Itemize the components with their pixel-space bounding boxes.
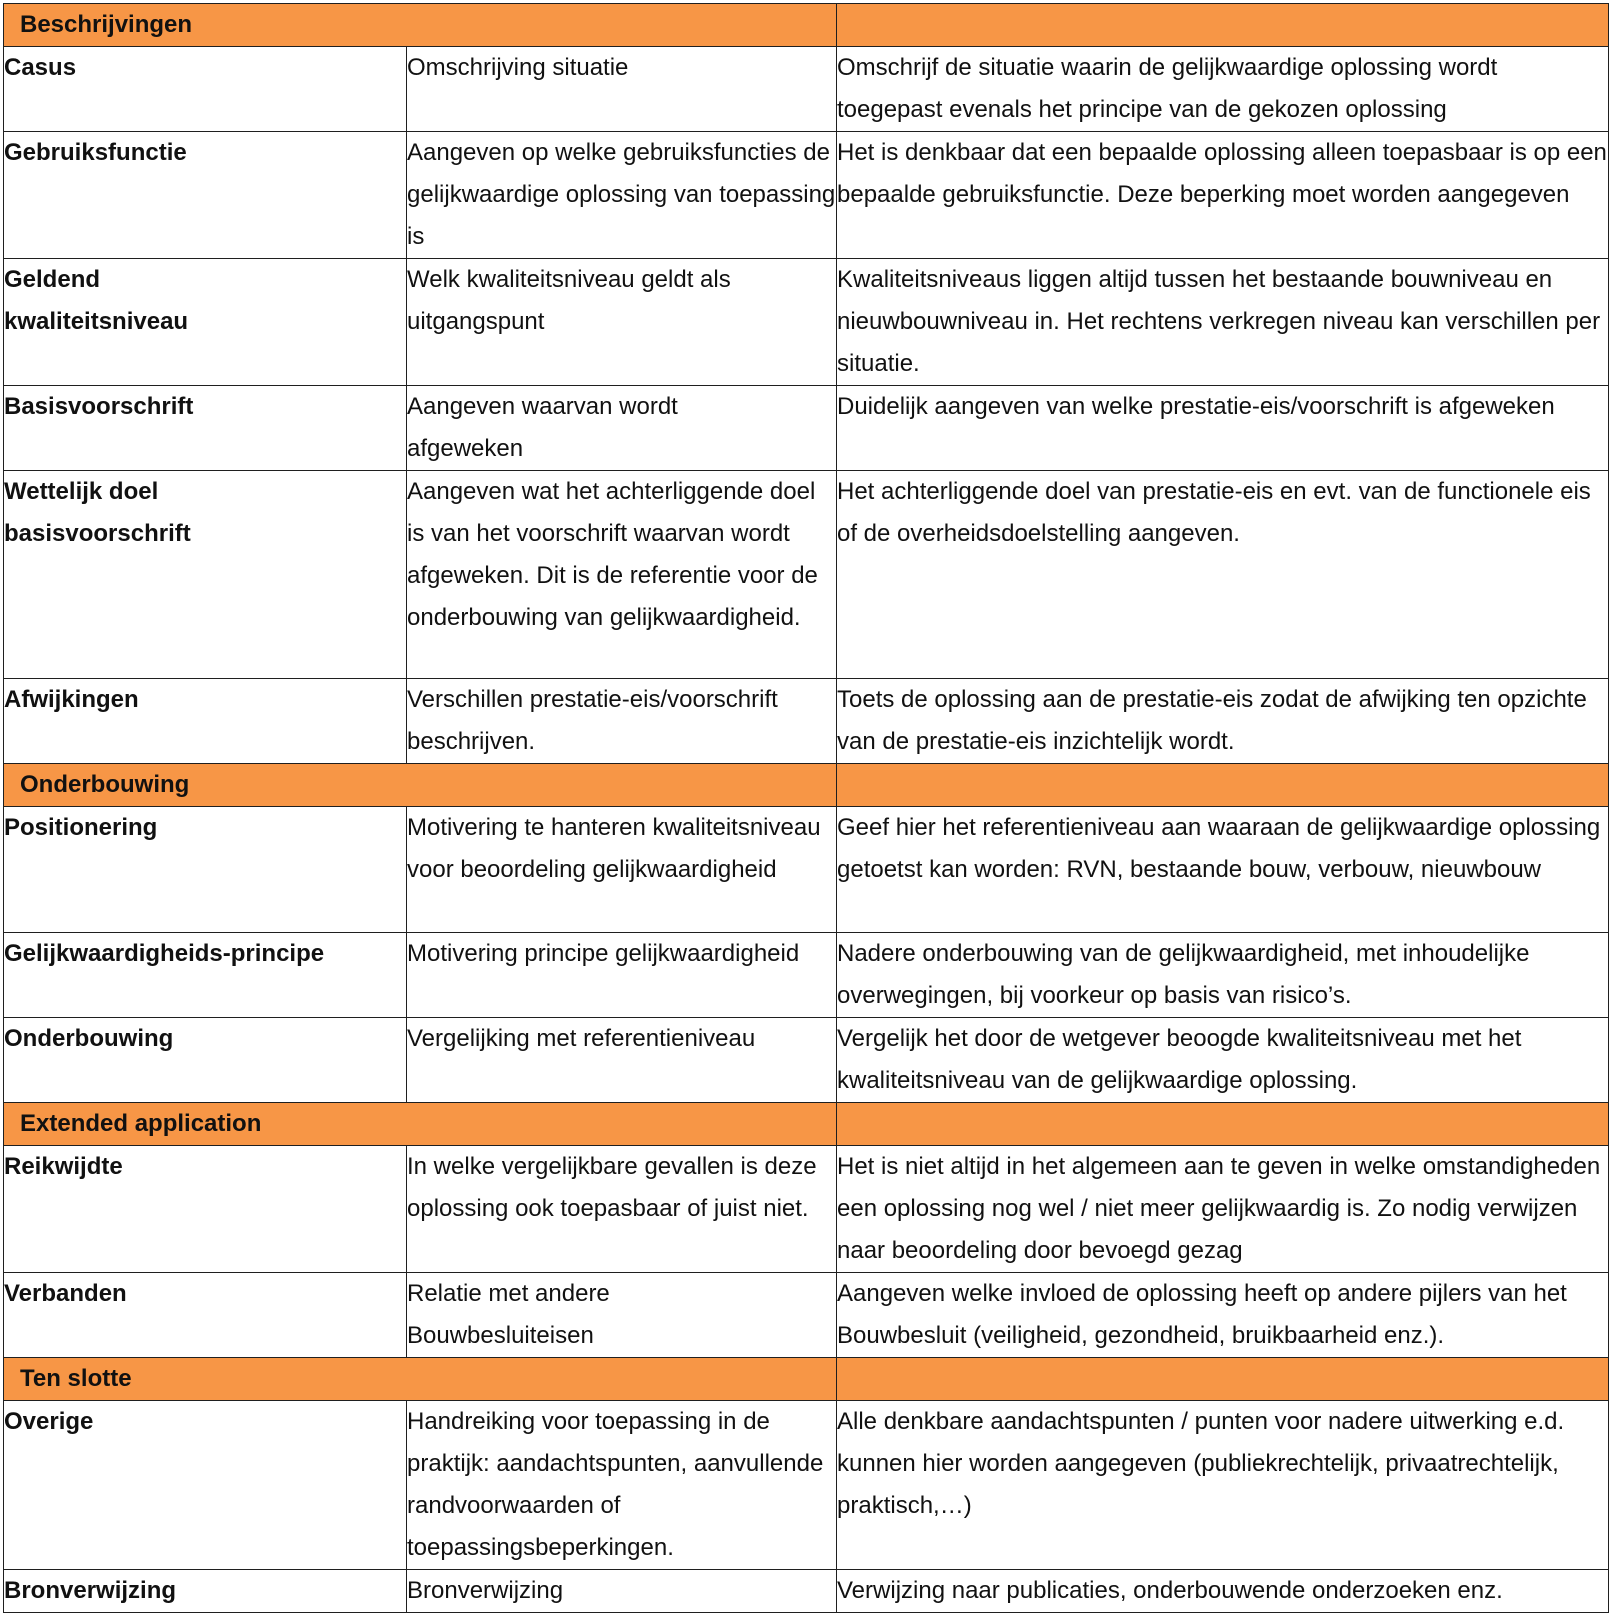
section-header-ten-slotte [4, 1358, 1609, 1401]
row-short-description: Motivering principe gelijkwaardigheid [407, 933, 837, 1018]
row-label: Afwijkingen [4, 679, 407, 764]
table-row [4, 1146, 1609, 1273]
row-explanation: Toets de oplossing aan de prestatie-eis zodat de afwijking ten opzichte van de prestatie-eis inzichtelijk wordt. [837, 679, 1609, 764]
table-row [4, 807, 1609, 933]
row-label: Positionering [4, 807, 407, 933]
section-header-extended-application [4, 1103, 1609, 1146]
row-explanation: Het is niet altijd in het algemeen aan te geven in welke omstandigheden een oplossing nog wel / niet meer gelijkwaardig is. Zo nodig verwijzen naar beoordeling door bevoegd gezag [837, 1146, 1609, 1273]
row-explanation: Alle denkbare aandachtspunten / punten voor nadere uitwerking e.d. kunnen hier worden aangegeven (publiekrechtelijk, privaatrechtelijk, praktisch,…) [837, 1401, 1609, 1570]
row-short-description: Relatie met andere Bouwbesluiteisen [407, 1273, 837, 1358]
table-row [4, 1570, 1609, 1613]
row-explanation: Het achterliggende doel van prestatie-eis en evt. van de functionele eis of de overheidsdoelstelling aangeven. [837, 471, 1609, 679]
row-short-description: Aangeven op welke gebruiksfuncties de gelijkwaardige oplossing van toepassing is [407, 132, 837, 259]
row-explanation: Het is denkbaar dat een bepaalde oplossing alleen toepasbaar is op een bepaalde gebruiksfunctie. Deze beperking moet worden aangegeven [837, 132, 1609, 259]
row-explanation: Duidelijk aangeven van welke prestatie-eis/voorschrift is afgeweken [837, 386, 1609, 471]
requirements-table [3, 3, 1609, 1613]
table-row [4, 471, 1609, 679]
row-short-description: Handreiking voor toepassing in de praktijk: aandachtspunten, aanvullende randvoorwaarden of toepassingsbeperkingen. [407, 1401, 837, 1570]
row-label: Basisvoorschrift [4, 386, 407, 471]
row-short-description: Aangeven wat het achterliggende doel is van het voorschrift waarvan wordt afgeweken. Dit is de referentie voor de onderbouwing van gelijkwaardigheid. [407, 471, 837, 679]
section-header-blank [837, 4, 1609, 47]
row-explanation: Omschrijf de situatie waarin de gelijkwaardige oplossing wordt toegepast evenals het principe van de gekozen oplossing [837, 47, 1609, 132]
section-header-blank [837, 1358, 1609, 1401]
table-row [4, 259, 1609, 386]
table-row [4, 1273, 1609, 1358]
row-short-description: Vergelijking met referentieniveau [407, 1018, 837, 1103]
row-short-description: In welke vergelijkbare gevallen is deze oplossing ook toepasbaar of juist niet. [407, 1146, 837, 1273]
section-title: Onderbouwing [4, 764, 837, 807]
row-label: Gelijkwaardigheids-principe [4, 933, 407, 1018]
section-header-beschrijvingen [4, 4, 1609, 47]
row-label: Gebruiksfunctie [4, 132, 407, 259]
row-explanation: Geef hier het referentieniveau aan waaraan de gelijkwaardige oplossing getoetst kan worden: RVN, bestaande bouw, verbouw, nieuwbouw [837, 807, 1609, 933]
row-short-description: Verschillen prestatie-eis/voorschrift beschrijven. [407, 679, 837, 764]
table-row [4, 132, 1609, 259]
row-explanation: Kwaliteitsniveaus liggen altijd tussen het bestaande bouwniveau en nieuwbouwniveau in. Het rechtens verkregen niveau kan verschillen per situatie. [837, 259, 1609, 386]
row-label: Overige [4, 1401, 407, 1570]
table-row [4, 933, 1609, 1018]
section-title: Extended application [4, 1103, 837, 1146]
row-explanation: Aangeven welke invloed de oplossing heeft op andere pijlers van het Bouwbesluit (veiligheid, gezondheid, bruikbaarheid enz.). [837, 1273, 1609, 1358]
row-short-description: Bronverwijzing [407, 1570, 837, 1613]
row-label: Casus [4, 47, 407, 132]
row-short-description: Motivering te hanteren kwaliteitsniveau voor beoordeling gelijkwaardigheid [407, 807, 837, 933]
section-header-blank [837, 764, 1609, 807]
section-title: Beschrijvingen [4, 4, 837, 47]
row-explanation: Verwijzing naar publicaties, onderbouwende onderzoeken enz. [837, 1570, 1609, 1613]
section-header-blank [837, 1103, 1609, 1146]
row-label: Reikwijdte [4, 1146, 407, 1273]
row-label: Onderbouwing [4, 1018, 407, 1103]
table-row [4, 386, 1609, 471]
row-label: Bronverwijzing [4, 1570, 407, 1613]
row-explanation: Vergelijk het door de wetgever beoogde kwaliteitsniveau met het kwaliteitsniveau van de gelijkwaardige oplossing. [837, 1018, 1609, 1103]
section-title: Ten slotte [4, 1358, 837, 1401]
row-explanation: Nadere onderbouwing van de gelijkwaardigheid, met inhoudelijke overwegingen, bij voorkeur op basis van risico’s. [837, 933, 1609, 1018]
table-row [4, 679, 1609, 764]
row-short-description: Welk kwaliteitsniveau geldt als uitgangspunt [407, 259, 837, 386]
row-label: Wettelijk doel basisvoorschrift [4, 471, 407, 679]
row-label: Verbanden [4, 1273, 407, 1358]
table-row [4, 47, 1609, 132]
row-short-description: Omschrijving situatie [407, 47, 837, 132]
row-short-description: Aangeven waarvan wordt afgeweken [407, 386, 837, 471]
row-label: Geldend kwaliteitsniveau [4, 259, 407, 386]
section-header-onderbouwing [4, 764, 1609, 807]
table-row [4, 1018, 1609, 1103]
table-row [4, 1401, 1609, 1570]
